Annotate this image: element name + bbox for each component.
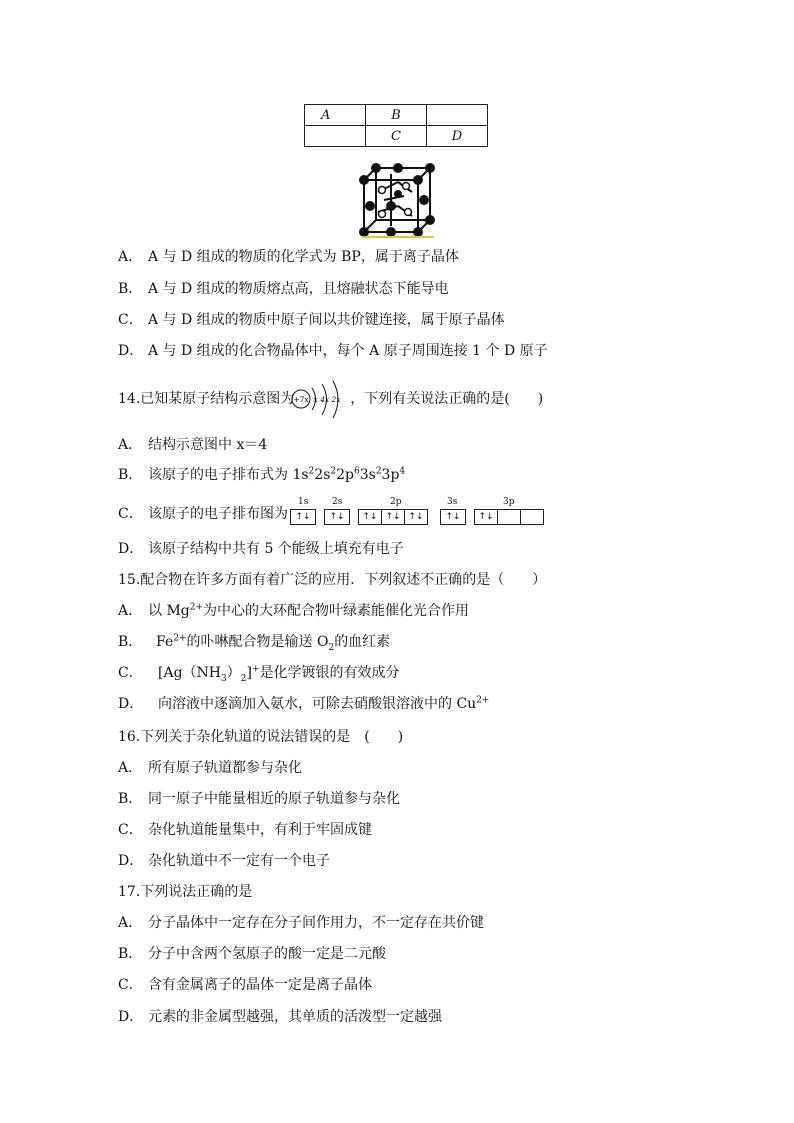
q16-option-a: A． 所有原子轨道都参与杂化 xyxy=(118,760,302,776)
q17-option-c: C． 含有金属离子的晶体一定是离子晶体 xyxy=(118,977,372,993)
q14-option-d: D． 该原子结构中共有 5 个能级上填充有电子 xyxy=(118,541,404,557)
orbital-label-3s: 3s xyxy=(447,497,458,507)
orbital-label-2p: 2p xyxy=(390,497,402,507)
crystal-structure-figure xyxy=(358,160,438,238)
q17-stem: 17.下列说法正确的是 xyxy=(118,884,253,900)
cell-b: B xyxy=(366,105,427,126)
cell-empty xyxy=(305,126,366,147)
atom-structure-diagram xyxy=(290,380,352,420)
cell-d: D xyxy=(427,126,488,147)
q17-option-b: B． 分子中含两个氢原子的酸一定是二元酸 xyxy=(118,946,386,962)
q14-option-c: C． 该原子的电子排布图为 xyxy=(118,506,288,522)
q17-option-d: D． 元素的非金属型越强，其单质的活泼型一定越强 xyxy=(118,1009,442,1025)
orbital-2s: ↑↓ xyxy=(324,509,350,525)
q17-option-a: A． 分子晶体中一定存在分子间作用力，不一定存在共价键 xyxy=(118,915,484,931)
orbital-diagram xyxy=(290,497,550,527)
q14-option-a: A． 结构示意图中 x＝4 xyxy=(118,437,268,453)
q15-option-c: C． $[Ag(NH_3)_2]^+$是化学镀银的有效成分 xyxy=(118,664,400,684)
nucleus-label: +7x xyxy=(293,395,309,404)
q16-option-d: D． 杂化轨道中不一定有一个电子 xyxy=(118,853,330,869)
orbital-3p: ↑↓ xyxy=(474,509,544,525)
cell-a: A xyxy=(305,105,366,126)
q13-option-b: B． A 与 D 组成的物质熔点高，且熔融状态下能导电 xyxy=(118,281,449,297)
orbital-label-2s: 2s xyxy=(332,497,343,507)
q14-stem: 14.已知某原子结构示意图为 ，下列有关说法正确的是( ) xyxy=(118,391,544,407)
orbital-1s: ↑↓ xyxy=(290,509,316,525)
cell-empty xyxy=(427,105,488,126)
q16-stem: 16.下列关于杂化轨道的说法错误的是 ( ) xyxy=(118,729,404,745)
q13-option-d: D． A 与 D 组成的化合物晶体中，每个 A 原子周围连接 1 个 D 原子 xyxy=(118,343,548,359)
q13-option-c: C． A 与 D 组成的物质中原子间以共价键连接，属于原子晶体 xyxy=(118,312,505,328)
orbital-3s: ↑↓ xyxy=(440,509,466,525)
q15-stem: 15.配合物在许多方面有着广泛的应用．下列叙述不正确的是（ ） xyxy=(118,572,547,588)
q14-option-b: B． 该原子的电子排布式为 $1s^22s^22p^63s^23p^4$ xyxy=(118,466,406,483)
orbital-label-1s: 1s xyxy=(298,497,309,507)
orbital-label-3p: 3p xyxy=(503,497,515,507)
periodic-table-fragment xyxy=(304,104,488,147)
orbital-2p: ↑↓ ↑↓ ↑↓ xyxy=(358,509,428,525)
cell-c: C xyxy=(366,126,427,147)
q13-option-a: A． A 与 D 组成的物质的化学式为 BP，属于离子晶体 xyxy=(118,249,459,265)
q15-option-d: D． 向溶液中逐滴加入氨水，可除去硝酸银溶液中的 $Cu^{2+}$ xyxy=(118,695,490,712)
shell-electrons-label: x 4x 2x xyxy=(313,395,341,404)
q16-option-b: B． 同一原子中能量相近的原子轨道参与杂化 xyxy=(118,791,400,807)
q15-option-b: B． $Fe^{2+}$的卟啉配合物是输送 $O_2$的血红素 xyxy=(118,633,391,653)
q16-option-c: C． 杂化轨道能量集中，有利于牢固成键 xyxy=(118,822,372,838)
q15-option-a: A． 以 $Mg^{2+}$为中心的大环配合物叶绿素能催化光合作用 xyxy=(118,602,470,619)
